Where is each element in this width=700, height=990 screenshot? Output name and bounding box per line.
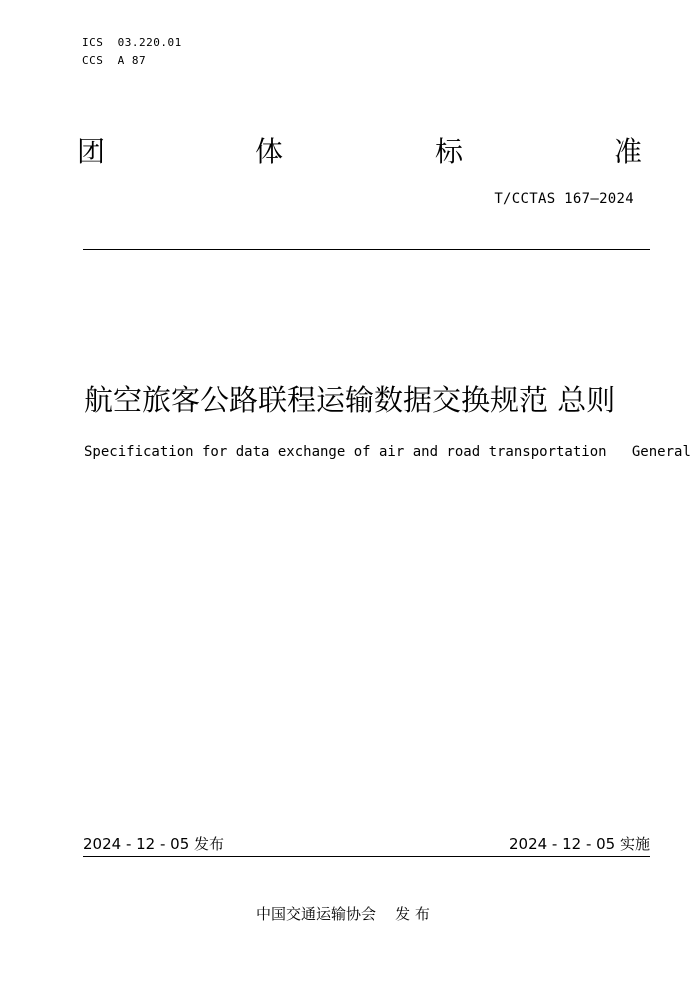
english-title: Specification for data exchange of air and road transportation General — [84, 444, 691, 460]
standard-type-char: 标 — [435, 135, 464, 168]
standard-type-char: 准 — [614, 135, 643, 168]
publisher-line: 中国交通运输协会 发 布 — [256, 905, 430, 923]
standard-type-char: 团 — [77, 135, 106, 168]
top-divider — [83, 249, 650, 250]
ics-code: ICS 03.220.01 — [82, 36, 182, 49]
implementation-date: 2024 - 12 - 05 实施 — [508, 835, 650, 853]
standard-type-char: 体 — [255, 135, 284, 168]
bottom-divider — [83, 856, 650, 857]
issue-date: 2024 - 12 - 05 发布 — [83, 835, 225, 853]
standard-number: T/CCTAS 167—2024 — [494, 191, 634, 207]
chinese-title: 航空旅客公路联程运输数据交换规范 总则 — [84, 383, 616, 417]
ccs-code: CCS A 87 — [82, 54, 147, 67]
